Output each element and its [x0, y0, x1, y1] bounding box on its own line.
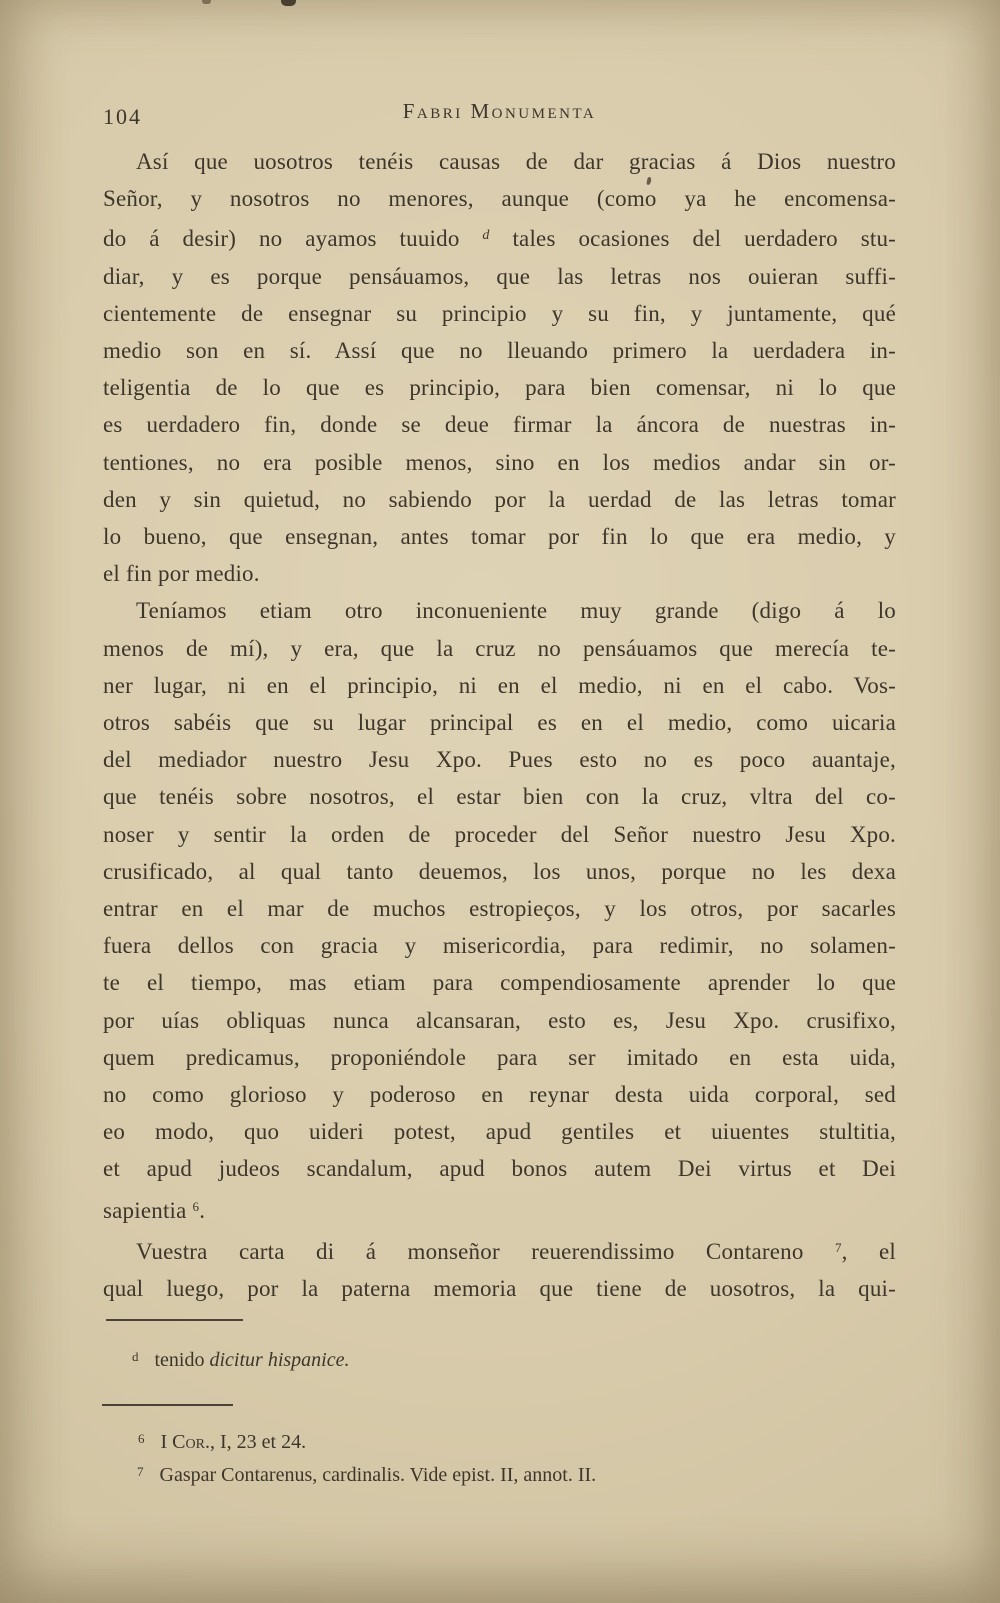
text-line	[103, 853, 896, 890]
text-line	[103, 630, 896, 667]
text-line	[103, 369, 896, 406]
footnote-reference: 6	[192, 1198, 200, 1214]
text-segment: I	[160, 1431, 173, 1453]
text-line	[103, 444, 896, 481]
text-segment: , I, 23 et 24.	[209, 1431, 307, 1453]
text-segment: cientemente de ensegnar su principio y su fin, y juntamente, qué	[103, 300, 896, 326]
text-segment: ner lugar, ni en el principio, ni en el medio, ni en el cabo. Vos-	[103, 672, 896, 698]
text-line	[103, 667, 896, 704]
footnote-d	[132, 1349, 349, 1372]
text-segment: lo bueno, que ensegnan, antes tomar por fin lo que era medio, y	[103, 524, 896, 550]
text-segment: Gaspar Contarenus, cardinalis. Vide epist. II, annot. II.	[159, 1464, 597, 1486]
footnote-separator-rule	[106, 1319, 243, 1321]
footnote-separator-rule	[102, 1404, 233, 1406]
text-segment: quem predicamus, proponiéndole para ser imitado en esta uida,	[103, 1044, 896, 1070]
text-segment: otros sabéis que su lugar principal es en el medio, como uicaria	[103, 710, 896, 736]
text-line	[103, 778, 896, 815]
text-line	[103, 704, 896, 741]
text-segment: den y sin quietud, no sabiendo por la uerdad de las letras tomar	[103, 486, 896, 512]
text-line	[103, 217, 896, 257]
text-segment: , el	[841, 1238, 896, 1264]
text-segment: diar, y es porque pensáuamos, que las letras nos ouieran suffi-	[103, 263, 896, 289]
text-line	[103, 180, 896, 217]
text-segment: crusificado, al qual tanto deuemos, los unos, porque no les dexa	[103, 858, 896, 884]
footnote-text	[160, 1464, 597, 1486]
footnote-text	[161, 1431, 307, 1453]
text-segment: Así que uosotros tenéis causas de dar gracias á Dios nuestro	[136, 149, 896, 174]
text-line	[103, 890, 896, 927]
footnote-marker: d	[132, 1349, 139, 1364]
text-segment: tentiones, no era posible menos, sino en los medios andar sin or-	[103, 449, 896, 475]
text-line	[103, 1150, 896, 1187]
text-line	[103, 1039, 896, 1076]
text-segment: medio son en sí. Assí que no lleuando primero la uerdadera in-	[103, 338, 896, 364]
text-line	[103, 518, 896, 555]
text-segment: es uerdadero fin, donde se deue firmar la áncora de nuestras in-	[103, 412, 896, 438]
text-segment: fuera dellos con gracia y misericordia, para redimir, no solamen-	[103, 933, 896, 959]
text-line	[103, 816, 896, 853]
text-line	[103, 592, 896, 629]
text-line	[103, 555, 896, 592]
text-segment: menos de mí), y era, que la cruz no pensáuamos que merecía te-	[103, 635, 896, 661]
text-segment: Teníamos etiam otro inconueniente muy grande (digo á lo	[136, 598, 896, 624]
text-line	[103, 1076, 896, 1113]
text-line	[103, 143, 896, 180]
text-segment: sapientia	[103, 1197, 193, 1223]
footnote-6	[138, 1431, 306, 1454]
text-segment: et apud judeos scandalum, apud bonos autem Dei virtus et Dei	[103, 1156, 896, 1182]
text-segment: Cor.	[172, 1431, 210, 1453]
footnote-marker: 6	[138, 1431, 145, 1446]
text-segment: el fin por medio.	[103, 561, 260, 587]
text-segment: del mediador nuestro Jesu Xpo. Pues esto no es poco auantaje,	[103, 747, 896, 773]
text-segment: por uías obliquas nunca alcansaran, esto es, Jesu Xpo. crusifixo,	[103, 1007, 896, 1033]
text-segment: do á desir) no ayamos tuuido	[103, 226, 483, 252]
text-line	[103, 406, 896, 443]
text-segment: no como glorioso y poderoso en reynar desta uida corporal, sed	[103, 1082, 896, 1108]
text-segment: Vuestra carta di á monseñor reuerendissimo Contareno	[136, 1238, 835, 1264]
body-text	[103, 143, 896, 1307]
footnote-7	[137, 1464, 596, 1487]
scan-artifact-speck	[281, 0, 296, 6]
text-segment: Señor, y nosotros no menores, aunque (como ya he encomensa-	[103, 186, 896, 212]
text-line	[103, 964, 896, 1001]
text-segment: .	[199, 1197, 206, 1223]
footnote-reference: 7	[834, 1239, 842, 1255]
text-segment: entrar en el mar de muchos estropieços, y los otros, por sacarles	[103, 896, 896, 922]
text-segment: te el tiempo, mas etiam para compendiosamente aprender lo que	[103, 970, 896, 996]
text-segment: qual luego, por la paterna memoria que tiene de uosotros, la qui-	[103, 1276, 896, 1302]
text-segment: tales ocasiones del uerdadero stu-	[489, 226, 897, 252]
text-line	[103, 258, 896, 295]
text-segment: eo modo, quo uideri potest, apud gentiles et uiuentes stultitia,	[103, 1119, 896, 1145]
text-line	[103, 927, 896, 964]
scan-artifact-speck	[202, 0, 211, 4]
text-line	[103, 332, 896, 369]
text-line	[103, 1113, 896, 1150]
text-line	[103, 1229, 896, 1270]
text-segment: teligentia de lo que es principio, para bien comensar, ni lo que	[103, 375, 896, 401]
text-line	[103, 1188, 896, 1229]
text-segment: tenido	[154, 1349, 210, 1371]
running-header: Fabri Monumenta	[402, 99, 597, 123]
text-segment: dicitur hispanice.	[209, 1349, 350, 1371]
text-line	[103, 1270, 896, 1307]
footnote-text	[155, 1349, 350, 1371]
text-segment: noser y sentir la orden de proceder del Señor nuestro Jesu Xpo.	[103, 821, 896, 847]
page-number: 104	[103, 104, 142, 129]
text-segment: que tenéis sobre nosotros, el estar bien con la cruz, vltra del co-	[103, 784, 896, 810]
text-line	[103, 741, 896, 778]
text-line	[103, 295, 896, 332]
text-line	[103, 1002, 896, 1039]
text-line	[103, 481, 896, 518]
footnote-reference: d	[482, 228, 490, 244]
footnote-marker: 7	[137, 1464, 144, 1479]
